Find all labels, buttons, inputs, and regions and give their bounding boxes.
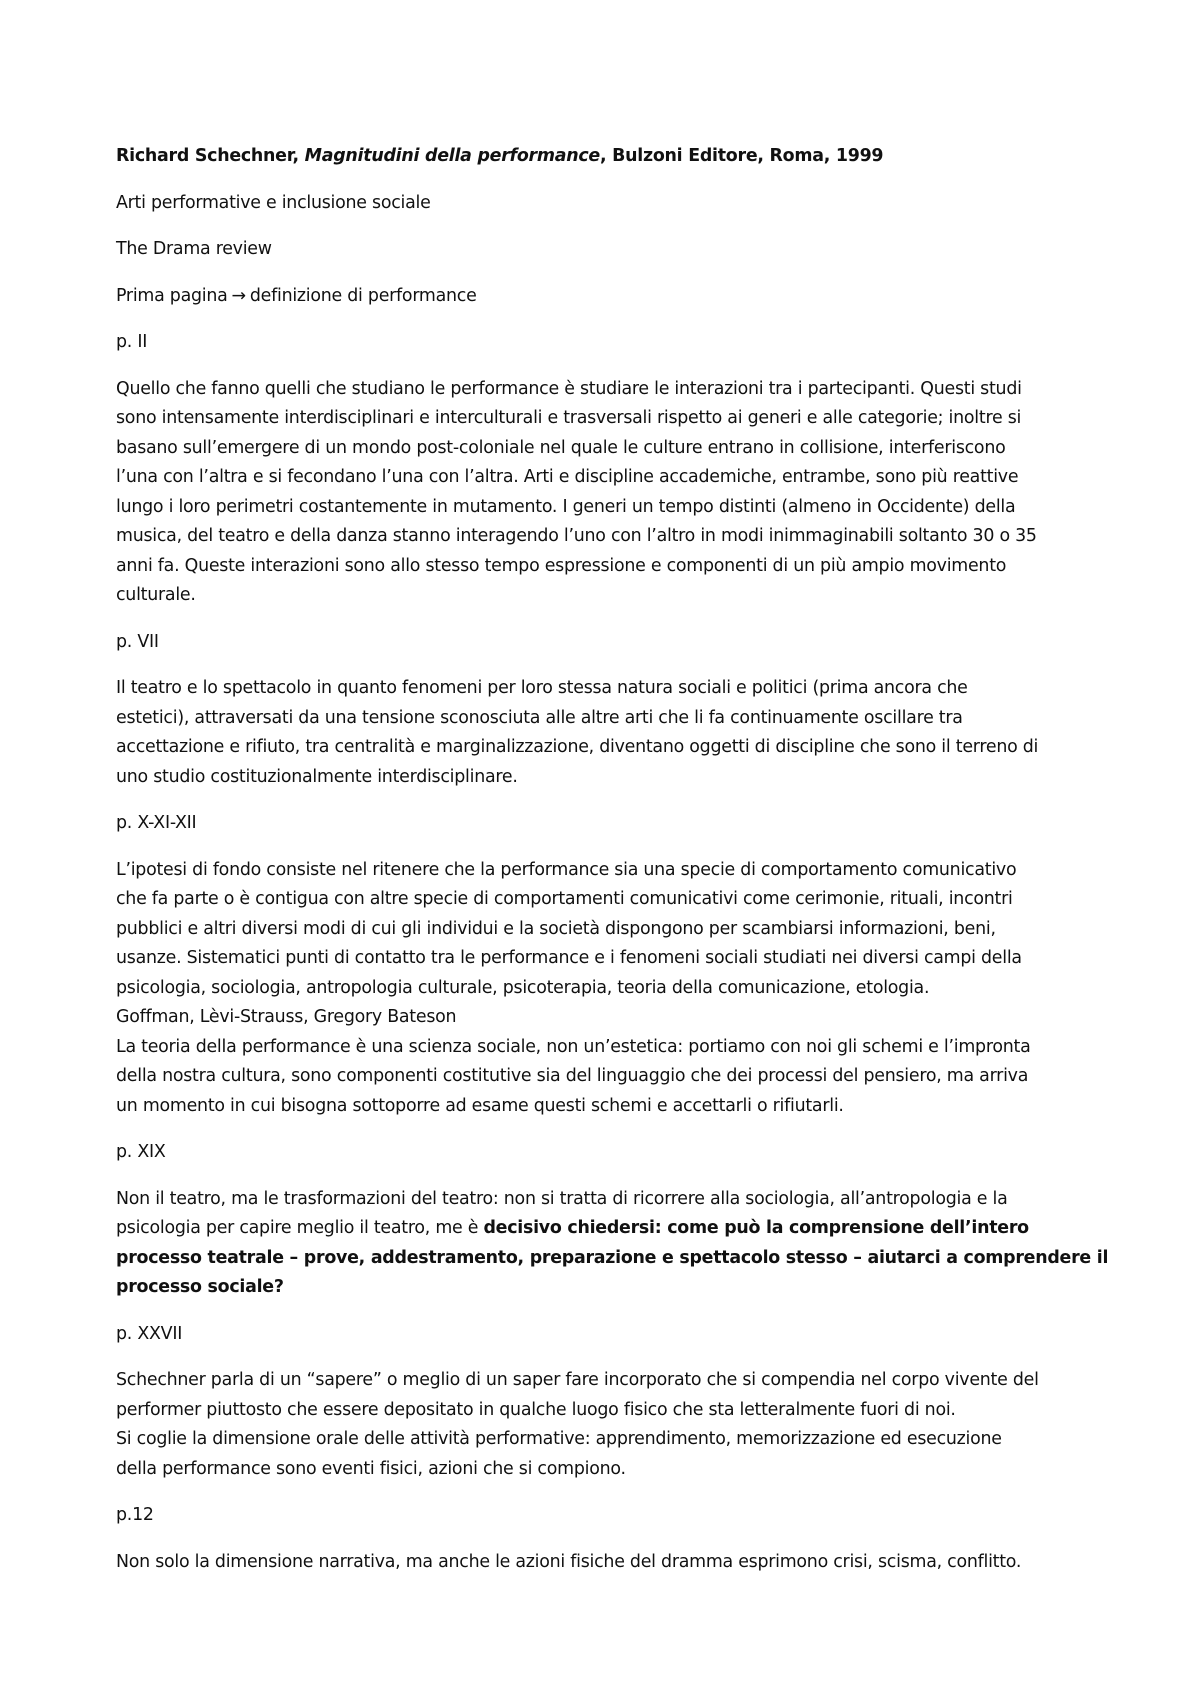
arrow-right-icon: → [231, 285, 246, 306]
text-line: estetici), attraversati da una tensione sconosciuta alle altre arti che li fa continuamente oscillare tra [116, 707, 963, 728]
text-line: Non il teatro, ma le trasformazioni del teatro: non si tratta di ricorrere alla sociologia, all’antropologia e la [116, 1188, 1008, 1209]
page-ref-x-xi-xii: p. X-XI-XII [116, 813, 197, 833]
text-line: l’una con l’altra e si fecondano l’una con l’altra. Arti e discipline accademiche, entrambe, sono più reattive [116, 467, 1019, 487]
document-page [116, 142, 1109, 1594]
paragraph-p-xix [116, 1185, 1109, 1303]
first-page-text: definizione di performance [249, 285, 477, 306]
paragraph-p-12 [116, 1548, 1096, 1578]
page-ref-vii: p. VII [116, 631, 159, 652]
page-ref-12: p.12 [116, 1505, 154, 1525]
text-line: lungo i loro perimetri costantemente in mutamento. I generi un tempo distinti (almeno in Occidente) della [116, 496, 1016, 517]
citation-title: Magnitudini della performance [304, 146, 600, 166]
text-line: un momento in cui bisogna sottoporre ad esame questi schemi e accettarli o rifiutarli. [116, 1095, 844, 1116]
text-line: accettazione e rifiuto, tra centralità e marginalizzazione, diventano oggetti di discipline che sono il terreno di [116, 737, 1039, 757]
text-line: processo sociale? [116, 1277, 284, 1297]
text-line: musica, del teatro e della danza stanno interagendo l’uno con l’altro in modi inimmaginabili soltanto 30 o 35 [116, 526, 1037, 546]
paragraph-p-xxvii [116, 1366, 1096, 1484]
text-normal: psicologia per capire meglio il teatro, me è [116, 1218, 484, 1238]
text-line: della performance sono eventi fisici, azioni che si compiono. [116, 1458, 626, 1479]
text-line: uno studio costituzionalmente interdisciplinare. [116, 766, 518, 787]
text-line: Non solo la dimensione narrativa, ma anche le azioni fisiche del dramma esprimono crisi, scisma, conflitto. [116, 1551, 1022, 1572]
citation-publisher: , Bulzoni Editore, Roma, 1999 [599, 146, 884, 166]
text-line: basano sull’emergere di un mondo post-coloniale nel quale le culture entrano in collisione, interferiscono [116, 437, 1006, 458]
page-ref-xxvii: p. XXVII [116, 1323, 183, 1344]
text-line [116, 1214, 1096, 1244]
paragraph-p-x-xi-xii [116, 856, 1096, 1122]
text-line: Il teatro e lo spettacolo in quanto fenomeni per loro stessa natura sociali e politici (prima ancora che [116, 678, 968, 698]
text-line: Si coglie la dimensione orale delle attività performative: apprendimento, memorizzazione ed esecuzione [116, 1429, 1002, 1449]
first-page-note [116, 282, 1096, 312]
text-line: L’ipotesi di fondo consiste nel ritenere che la performance sia una specie di comportamento comunicativo [116, 859, 1017, 880]
text-line: culturale. [116, 585, 196, 605]
text-line: della nostra cultura, sono componenti costitutive sia del linguaggio che dei processi del pensiero, ma arriva [116, 1066, 1029, 1086]
paragraph-p-vii [116, 674, 1096, 792]
citation-author: Richard Schechner, [116, 146, 305, 166]
page-ref-xix: p. XIX [116, 1142, 166, 1162]
text-line: pubblici e altri diversi modi di cui gli individui e la società dispongono per scambiarsi informazioni, beni, [116, 918, 996, 939]
text-line: Quello che fanno quelli che studiano le performance è studiare le interazioni tra i partecipanti. Questi studi [116, 378, 1022, 399]
text-line: psicologia, sociologia, antropologia culturale, psicoterapia, teoria della comunicazione, etologia. [116, 977, 930, 998]
citation [116, 142, 1096, 172]
text-line: che fa parte o è contigua con altre specie di comportamenti comunicativi come cerimonie, rituali, incontri [116, 889, 1013, 909]
first-page-label: Prima pagina [116, 285, 228, 306]
text-line: anni fa. Queste interazioni sono allo stesso tempo espressione e componenti di un più ampio movimento [116, 555, 1007, 576]
paragraph-p-ii [116, 375, 1096, 611]
text-line: Schechner parla di un “sapere” o meglio di un saper fare incorporato che si compendia nel corpo vivente del [116, 1370, 1039, 1390]
page-ref-ii: p. II [116, 332, 148, 352]
text-line: usanze. Sistematici punti di contatto tra le performance e i fenomeni sociali studiati nei diversi campi della [116, 948, 1022, 968]
text-line: processo teatrale – prove, addestramento, preparazione e spettacolo stesso – aiutarci a comprendere il [116, 1247, 1109, 1268]
text-line: sono intensamente interdisciplinari e interculturali e trasversali rispetto ai generi e alle categorie; inoltre si [116, 408, 1022, 428]
heading-arti-performative: Arti performative e inclusione sociale [116, 192, 431, 213]
text-line: La teoria della performance è una scienza sociale, non un’estetica: portiamo con noi gli schemi e l’impronta [116, 1036, 1031, 1057]
heading-drama-review: The Drama review [116, 239, 272, 259]
text-line: performer piuttosto che essere depositato in qualche luogo fisico che sta letteralmente fuori di noi. [116, 1399, 956, 1420]
text-line: Goffman, Lèvi-Strauss, Gregory Bateson [116, 1007, 457, 1027]
text-bold: decisivo chiedersi: come può la comprensione dell’intero [483, 1218, 1029, 1238]
